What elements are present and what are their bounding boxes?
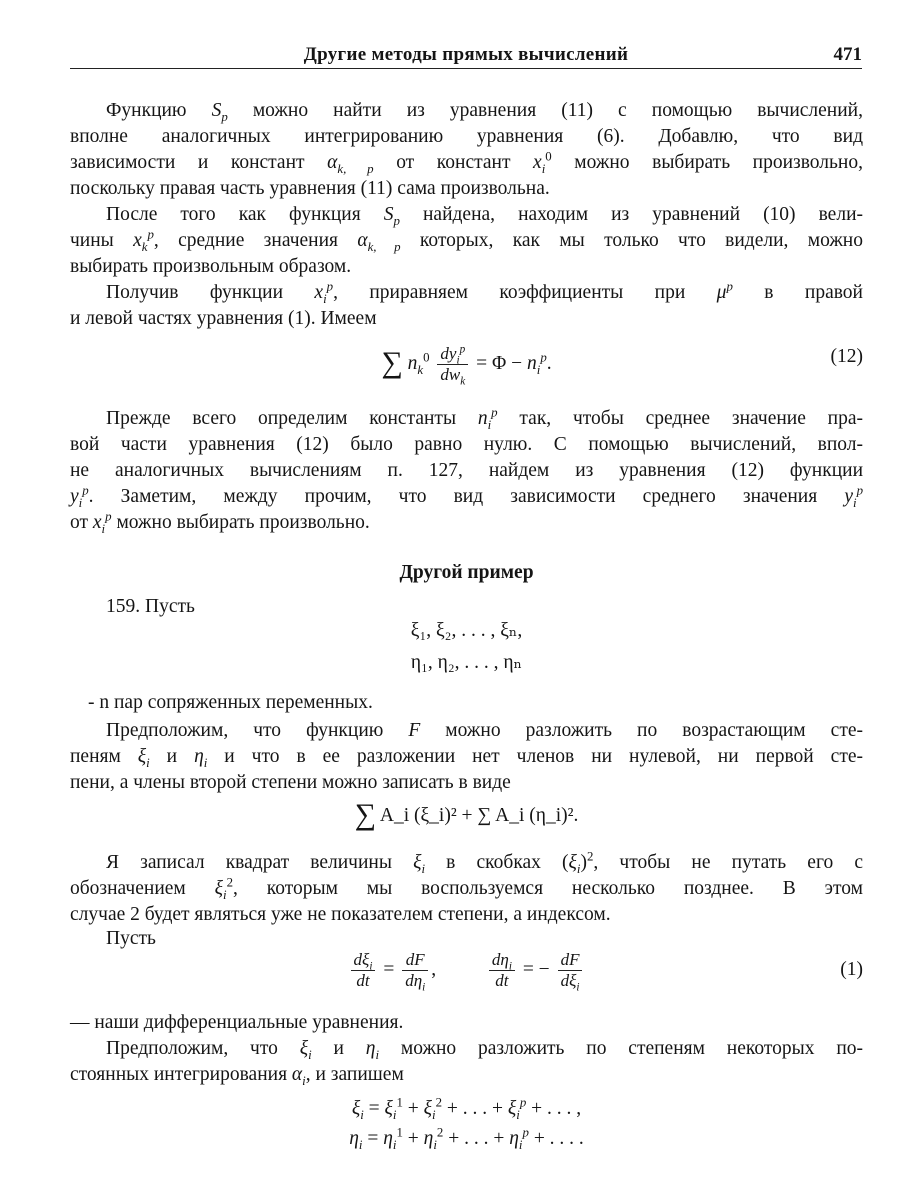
variables-xi-row: ξ₁, ξ₂, . . . , ξₙ,: [410, 620, 523, 641]
paragraph-2: После того как функция $S_p$ найдена, находим из уравнений (10) вели- чины $x_k^p$, средние значения $\alpha_{k, p}$ которых, как мы только что видели, можно выбирать произвольным образом.: [70, 204, 863, 277]
paragraph-159-label: 159. Пусть: [106, 596, 195, 617]
equation-12: ∑ $n_k^0$ $\frac{dy_i^p}{dw_k}$ = $\Phi - n_i^p$. (12): [70, 334, 863, 394]
paragraph-4: Прежде всего определим константы $n_i^p$ так, чтобы среднее значение пра- вой части уравнения (12) было равно нулю. С помощью вычислений, впол- не аналогичных вычислениям п. 127, найдем из уравнения (12) функции $y_i^p$. Заметим, между прочим, что вид зависимости среднего значения $y_i^p$ от $x_i^p$ можно выбирать произвольно.: [70, 405, 863, 536]
equation-number-12: (12): [830, 346, 863, 367]
equation-1: $\frac{d\xi_i}{dt}$ = $\frac{dF}{d\eta_i}$ , $\frac{d\eta_i}{dt}$ = − $\frac{dF}{d\xi_i}$ (1): [70, 942, 863, 998]
paragraph-n-pairs: - n пар сопряженных переменных.: [88, 692, 373, 713]
equation-quadratic-terms: ∑ A_i (ξ_i)² + ∑ A_i (η_i)².: [354, 797, 579, 831]
paragraph-let: Пусть: [106, 928, 156, 949]
paragraph-8: Я записал квадрат величины $\xi_i$ в скобках $(\xi_i)^2$, чтобы не путать его с обозначением $\xi_i^2$, которым мы воспользуемся несколько позднее. В этом случае 2 будет являться уже не показателем степени, а индексом.: [70, 849, 863, 925]
running-header-title: Другие методы прямых вычислений: [303, 44, 629, 65]
variables-eta-row: η₁, η₂, . . . , ηₙ: [410, 652, 523, 673]
running-header: [70, 40, 862, 69]
equation-number-1: (1): [840, 959, 863, 980]
expansion-eta: $\eta_i = \eta_i^1 + \eta_i^2$ + . . . + $\eta_i^p$ + . . . .: [349, 1125, 584, 1152]
paragraph-1: Функцию $S_p$ можно найти из уравнения (11) с помощью вычислений, вполне аналогичных интегрированию уравнения (6). Добавлю, что вид зависимости и констант $\alpha_{k, p}$ от констант $x_i^0$ можно выбирать произвольно, поскольку правая часть уравнения (11) сама произвольна.: [70, 100, 863, 199]
page-number: 471: [833, 44, 862, 65]
paragraph-diff-eq: — наши дифференциальные уравнения.: [70, 1012, 404, 1033]
section-title: Другой пример: [399, 562, 534, 583]
paragraph-7: Предположим, что функцию F можно разложить по возрастающим сте- пеням $\xi_i$ и $\eta_i$ и что в ее разложении нет членов ни нулевой, ни первой сте- пени, а члены второй степени можно записать в виде: [70, 720, 864, 793]
paragraph-11: Предположим, что $\xi_i$ и $\eta_i$ можно разложить по степеням некоторых по- стоянных интегрирования $\alpha_i$, и запишем: [70, 1038, 864, 1088]
expansion-xi: $\xi_i = \xi_i^1 + \xi_i^2$ + . . . + $\xi_i^p$ + . . . ,: [351, 1095, 582, 1122]
paragraph-3: Получив функции $x_i^p$, приравняем коэффициенты при $\mu^p$ в правой и левой частях уравнения (1). Имеем: [70, 279, 863, 329]
